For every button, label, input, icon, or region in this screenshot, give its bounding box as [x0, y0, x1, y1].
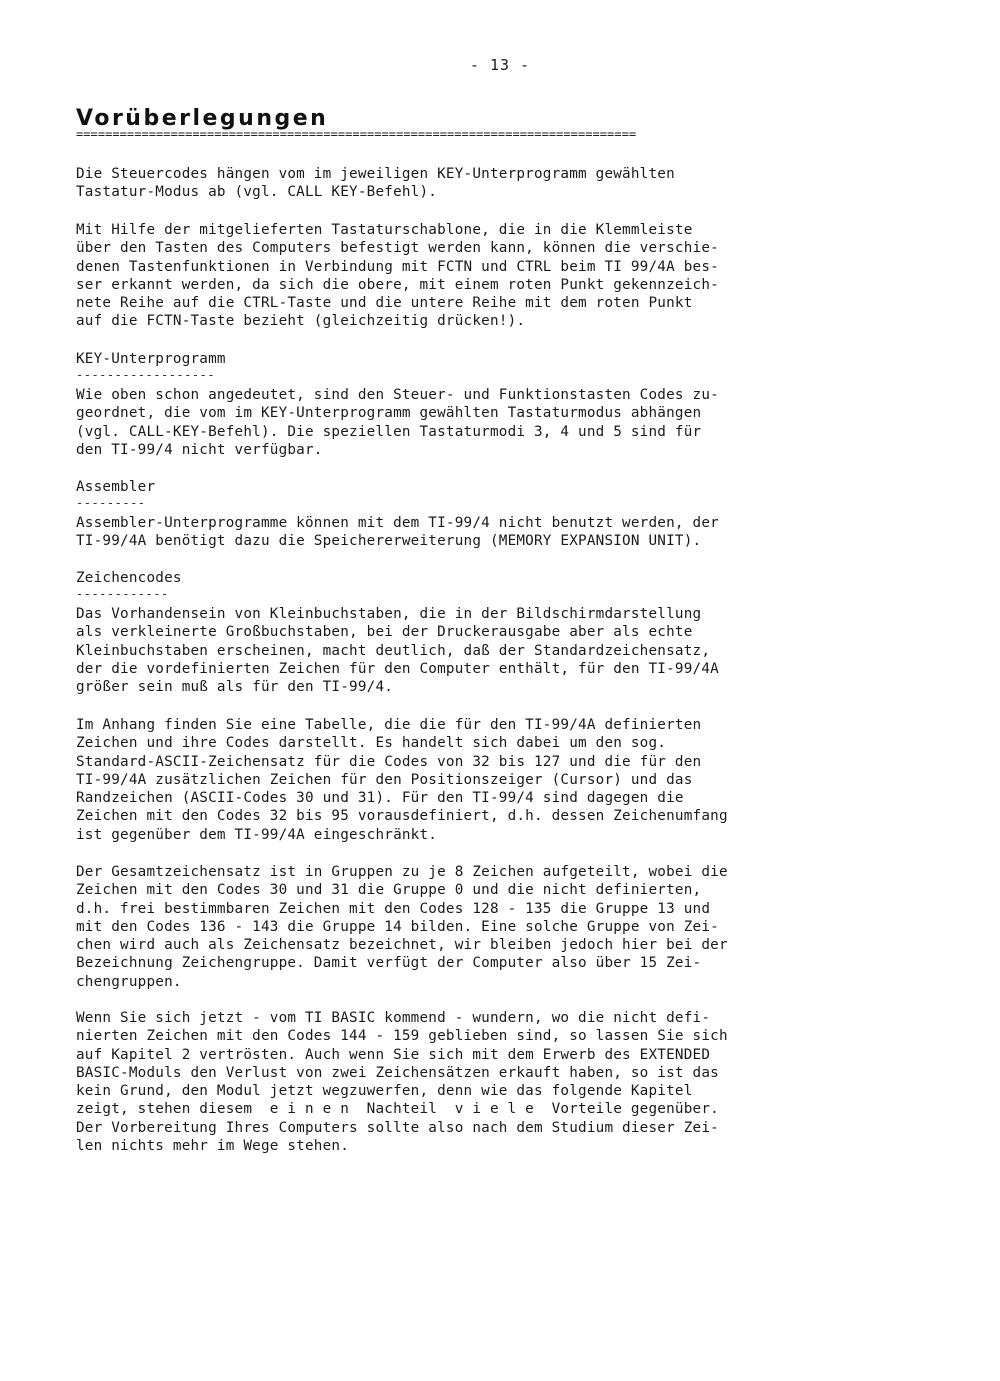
- section-underline: ------------------: [76, 369, 216, 381]
- paragraph-steuercodes: Die Steuercodes hängen vom im jeweiligen KEY-Unterprogramm gewählten Tastatur-Modus ab (vgl. CALL KEY-Befehl).: [76, 166, 675, 201]
- page-number: - 13 -: [469, 56, 531, 74]
- title-rule: =============================================================================: [76, 127, 637, 141]
- page-title: Vorüberlegungen: [76, 106, 329, 131]
- section-body-zeichencodes: Das Vorhandensein von Kleinbuchstaben, die in der Bildschirmdarstellung als verkleinerte Großbuchstaben, bei der Druckerausgabe aber als echte Kleinbuchstaben erscheinen, macht deutlich, daß der Standardzeichensatz, der die vordefinierten Zeichen für den Computer enthält, für den TI-99/4A größer sein muß als für den TI-99/4.: [76, 606, 719, 696]
- paragraph-gesamtzeichensatz: Der Gesamtzeichensatz ist in Gruppen zu je 8 Zeichen aufgeteilt, wobei die Zeichen mit den Codes 30 und 31 die Gruppe 0 und die nicht definierten, d.h. frei bestimmbaren Zeichen mit den Codes 128 - 135 die Gruppe 13 und mit den Codes 136 - 143 die Gruppe 14 bilden. Eine solche Gruppe von Zei- chen wird auch als Zeichensatz bezeichnet, wir bleiben jedoch hier bei der Bezeichnung Zeichengruppe. Damit verfügt der Computer also über 15 Zei- chengruppen.: [76, 864, 728, 990]
- section-underline: ------------: [76, 588, 169, 600]
- section-heading-key-unterprogramm: KEY-Unterprogramm: [76, 351, 226, 367]
- section-underline: ---------: [76, 497, 146, 509]
- section-body-assembler: Assembler-Unterprogramme können mit dem TI-99/4 nicht benutzt werden, der TI-99/4A benötigt dazu die Speichererweiterung (MEMORY EXPANSION UNIT).: [76, 515, 719, 550]
- section-heading-assembler: Assembler: [76, 479, 156, 495]
- paragraph-ti-basic: Wenn Sie sich jetzt - vom TI BASIC kommend - wundern, wo die nicht defi- nierten Zeichen mit den Codes 144 - 159 geblieben sind, so lassen Sie sich auf Kapitel 2 vertrösten. Auch wenn Sie sich mit dem Erwerb des EXTENDED BASIC-Moduls den Verlust von zwei Zeichensätzen erkauft haben, so ist das kein Grund, den Modul jetzt wegzuwerfen, denn wie das folgende Kapitel zeigt, stehen diesem e i n e n Nachteil v i e l e Vorteile gegenüber. Der Vorbereitung Ihres Computers sollte also nach dem Studium dieser Zei- len nichts mehr im Wege stehen.: [76, 1010, 728, 1155]
- paragraph-anhang-tabelle: Im Anhang finden Sie eine Tabelle, die die für den TI-99/4A definierten Zeichen und ihre Codes darstellt. Es handelt sich dabei um den sog. Standard-ASCII-Zeichensatz für die Codes von 32 bis 127 und die für den TI-99/4A zusätzlichen Zeichen für den Positionszeiger (Cursor) und das Randzeichen (ASCII-Codes 30 und 31). Für den TI-99/4 sind dagegen die Zeichen mit den Codes 32 bis 95 vorausdefiniert, d.h. dessen Zeichenumfang ist gegenüber dem TI-99/4A eingeschränkt.: [76, 717, 728, 843]
- section-heading-zeichencodes: Zeichencodes: [76, 570, 182, 586]
- section-body-key-unterprogramm: Wie oben schon angedeutet, sind den Steuer- und Funktionstasten Codes zu- geordnet, die vom im KEY-Unterprogramm gewählten Tastaturmodus abhängen (vgl. CALL-KEY-Befehl). Die speziellen Tastaturmodi 3, 4 und 5 sind für den TI-99/4 nicht verfügbar.: [76, 387, 719, 458]
- paragraph-tastaturschablone: Mit Hilfe der mitgelieferten Tastaturschablone, die in die Klemmleiste über den Tasten des Computers befestigt werden kann, können die verschie- denen Tastenfunktionen in Verbindung mit FCTN und CTRL beim TI 99/4A bes- ser erkannt werden, da sich die obere, mit einem roten Punkt gekennzeich- nete Reihe auf die CTRL-Taste und die untere Reihe mit dem roten Punkt auf die FCTN-Taste bezieht (gleichzeitig drücken!).: [76, 222, 719, 330]
